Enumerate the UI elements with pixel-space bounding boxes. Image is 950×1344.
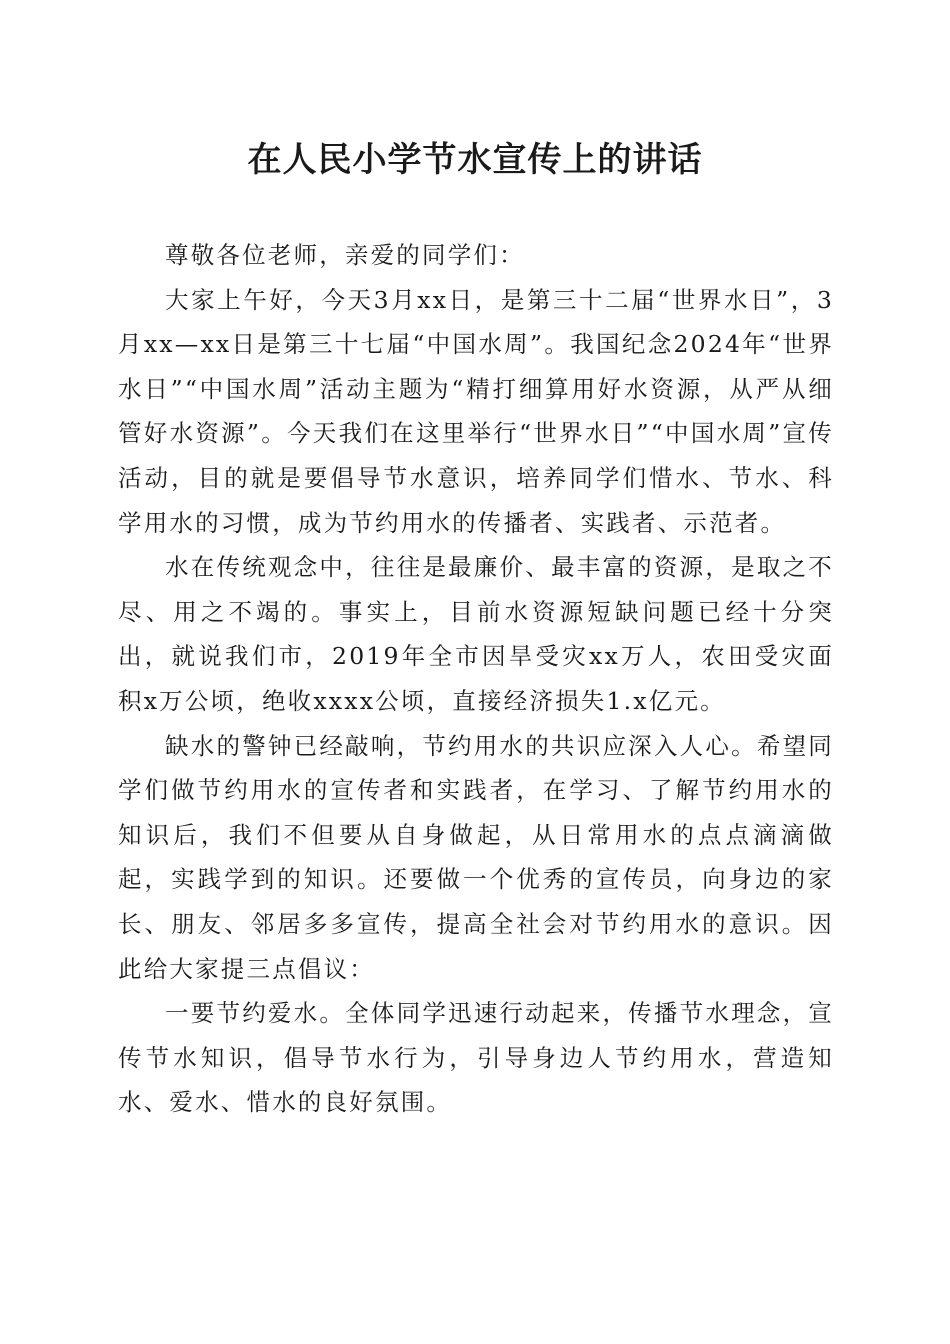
document-body [118, 233, 834, 1125]
document-title: 在人民小学节水宣传上的讲话 [247, 140, 703, 180]
salutation-paragraph: 尊敬各位老师，亲爱的同学们： [165, 241, 525, 269]
body-paragraph: 水在传统观念中，往往是最廉价、最丰富的资源，是取之不尽、用之不竭的。事实上，目前水资源短缺问题已经十分突出，就说我们市，2019年全市因旱受灾xx万人，农田受灾面积x万公顷，绝收xxxx公顷，直接经济损失1.x亿元。 [118, 553, 834, 715]
body-paragraph: 一要节约爱水。全体同学迅速行动起来，传播节水理念，宣传节水知识，倡导节水行为，引导身边人节约用水，营造知水、爱水、惜水的良好氛围。 [118, 999, 834, 1117]
body-paragraph: 缺水的警钟已经敲响，节约用水的共识应深入人心。希望同学们做节约用水的宣传者和实践者，在学习、了解节约用水的知识后，我们不但要从自身做起，从日常用水的点点滴滴做起，实践学到的知识。还要做一个优秀的宣传员，向身边的家长、朋友、邻居多多宣传，提高全社会对节约用水的意识。因此给大家提三点倡议： [118, 731, 834, 983]
body-paragraph: 大家上午好，今天3月xx日，是第三十二届“世界水日”，3月xx—xx日是第三十七届“中国水周”。我国纪念2024年“世界水日”“中国水周”活动主题为“精打细算用好水资源，从严从细管好水资源”。今天我们在这里举行“世界水日”“中国水周”宣传活动，目的就是要倡导节水意识，培养同学们惜水、节水、科学用水的习惯，成为节约用水的传播者、实践者、示范者。 [118, 285, 834, 537]
